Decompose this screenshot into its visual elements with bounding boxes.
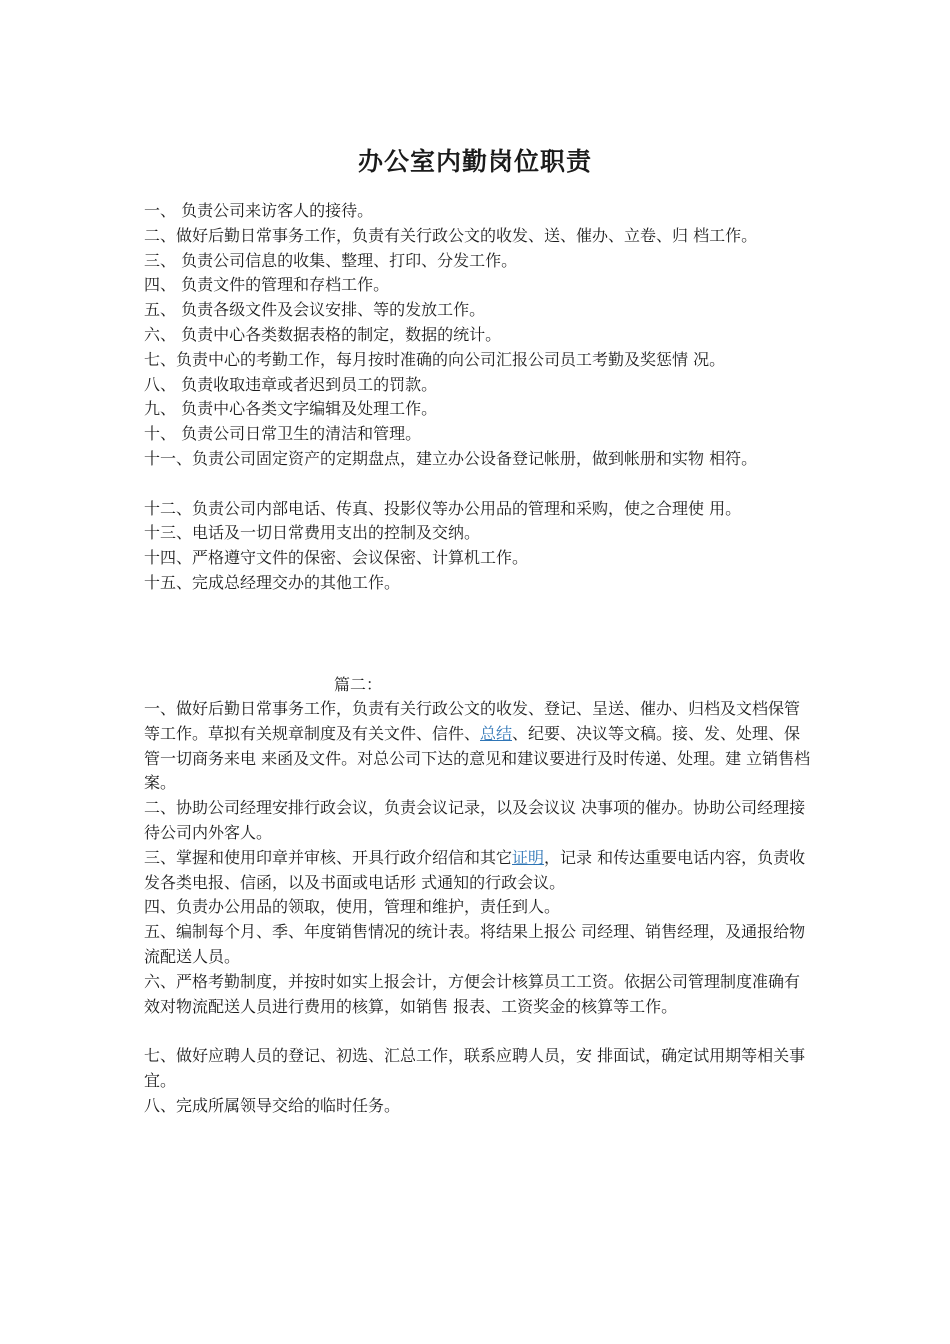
list-item: 二、做好后勤日常事务工作，负责有关行政公文的收发、送、催办、立卷、归 档工作。 [144, 225, 758, 245]
list-item: 十一、负责公司固定资产的定期盘点，建立办公设备登记帐册，做到帐册和实物 相符。 [144, 448, 758, 468]
spacer [144, 472, 824, 497]
list-item: 五、 负责各级文件及会议安排、等的发放工作。 [144, 300, 486, 320]
list-item: 十三、电话及一切日常费用支出的控制及交纳。 [144, 523, 481, 543]
text-run: 一、做好后勤日常事务工作，负责有关行政公文的收发、登记、呈送、催办、归档及文档保管等工作。草拟有关规章制度及有关文件、信件、 [144, 699, 801, 743]
text-run: 三、掌握和使用印章并审核、开具行政介绍信和其它 [144, 847, 513, 867]
list-item: 十四、严格遵守文件的保密、会议保密、计算机工作。 [144, 548, 529, 568]
section-subtitle: 篇二： [334, 675, 383, 694]
list-item: 六、严格考勤制度，并按时如实上报会计，方便会计核算员工工资。依据公司管理制度准确有效对物流配送人员进行费用的核算，如销售 报表、工资奖金的核算等工作。 [144, 971, 801, 1016]
list-item: 七、做好应聘人员的登记、初选、汇总工作，联系应聘人员，安 排面试，确定试用期等相关事宜。 [144, 1046, 806, 1090]
list-item: 十五、完成总经理交办的其他工作。 [144, 572, 401, 592]
summary-link[interactable]: 总结 [480, 723, 513, 743]
list-item: 四、负责办公用品的领取，使用，管理和维护，责任到人。 [144, 897, 561, 917]
list-item: 二、协助公司经理安排行政会议，负责会议记录，以及会议议 决事项的催办。协助公司经理接待公司内外客人。 [144, 798, 806, 842]
list-item: 一、 负责公司来访客人的接待。 [144, 201, 374, 220]
list-item: 五、编制每个月、季、年度销售情况的统计表。将结果上报公 司经理、销售经理，及通报给物流配送人员。 [144, 922, 806, 966]
spacer [144, 1019, 814, 1044]
list-item: 九、 负责中心各类文字编辑及处理工作。 [144, 399, 438, 419]
list-item [144, 846, 814, 896]
list-item: 八、 负责收取违章或者迟到员工的罚款。 [144, 374, 438, 394]
page-title: 办公室内勤岗位职责 [357, 147, 592, 176]
text-run: 、纪要、决议等文稿。接、发、处理、保管一切商务来电 来函及文件。对总公司下达的意见和建议要进行及时传递、处理。建 立销售档案。 [144, 723, 811, 793]
list-item: 七、负责中心的考勤工作，每月按时准确的向公司汇报公司员工考勤及奖惩情 况。 [144, 349, 726, 369]
list-item: 十二、负责公司内部电话、传真、投影仪等办公用品的管理和采购，使之合理使 用。 [144, 498, 742, 518]
duty-list-2 [144, 697, 814, 1119]
list-item: 八、完成所属领导交给的临时任务。 [144, 1095, 401, 1115]
list-item [144, 697, 814, 796]
list-item: 四、 负责文件的管理和存档工作。 [144, 275, 390, 295]
list-item: 六、 负责中心各类数据表格的制定，数据的统计。 [144, 324, 502, 344]
text-run: ，记录 和传达重要电话内容，负责收发各类电报、信函，以及书面或电话形 式通知的行政会议。 [144, 847, 806, 892]
duty-list-1 [144, 199, 824, 596]
list-item: 三、 负责公司信息的收集、整理、打印、分发工作。 [144, 250, 518, 270]
proof-link[interactable]: 证明 [512, 847, 545, 867]
list-item: 十、 负责公司日常卫生的清洁和管理。 [144, 424, 422, 444]
